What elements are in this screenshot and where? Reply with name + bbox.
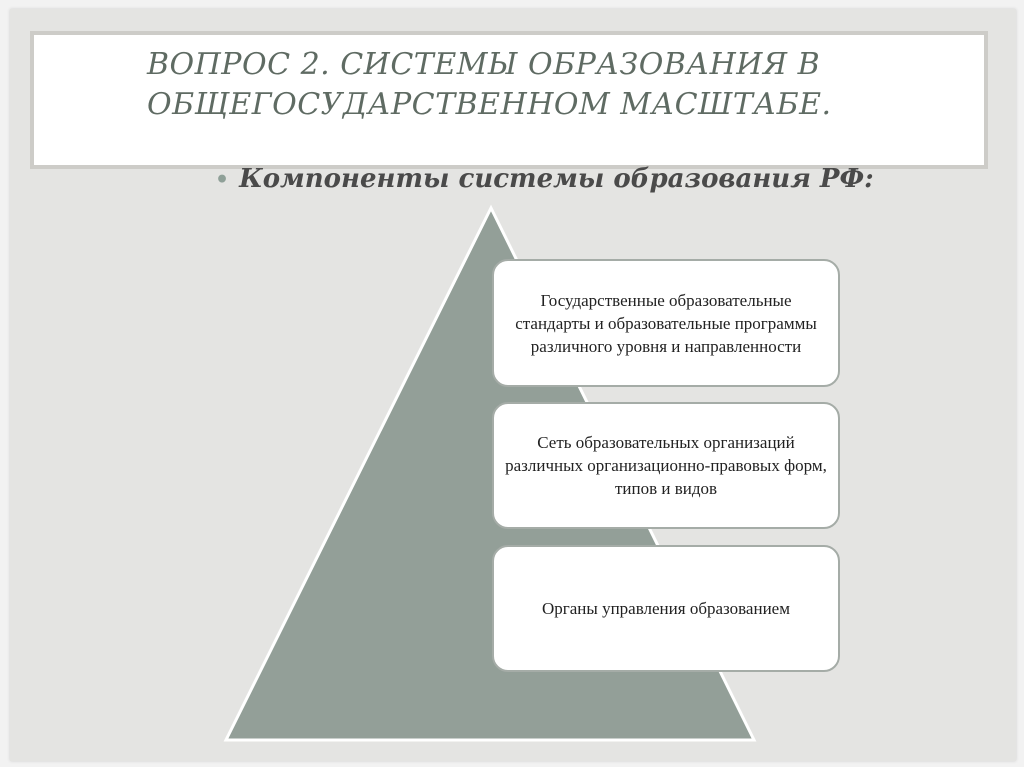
pyramid-level-standards: Государственные образовательные стандарты и образовательные программы различного уровня и направленности [492, 259, 840, 387]
pyramid-level-management: Органы управления образованием [492, 545, 840, 672]
slide [10, 9, 1016, 761]
slide-title: ВОПРОС 2. СИСТЕМЫ ОБРАЗОВАНИЯ В ОБЩЕГОСУДАРСТВЕННОМ МАСШТАБЕ. [147, 47, 832, 122]
bullet-text: Компоненты системы образования РФ: [239, 164, 874, 194]
pyramid-level-organizations: Сеть образовательных организаций различных организационно-правовых форм, типов и видов [492, 402, 840, 529]
bullet-dot: • [215, 167, 230, 193]
